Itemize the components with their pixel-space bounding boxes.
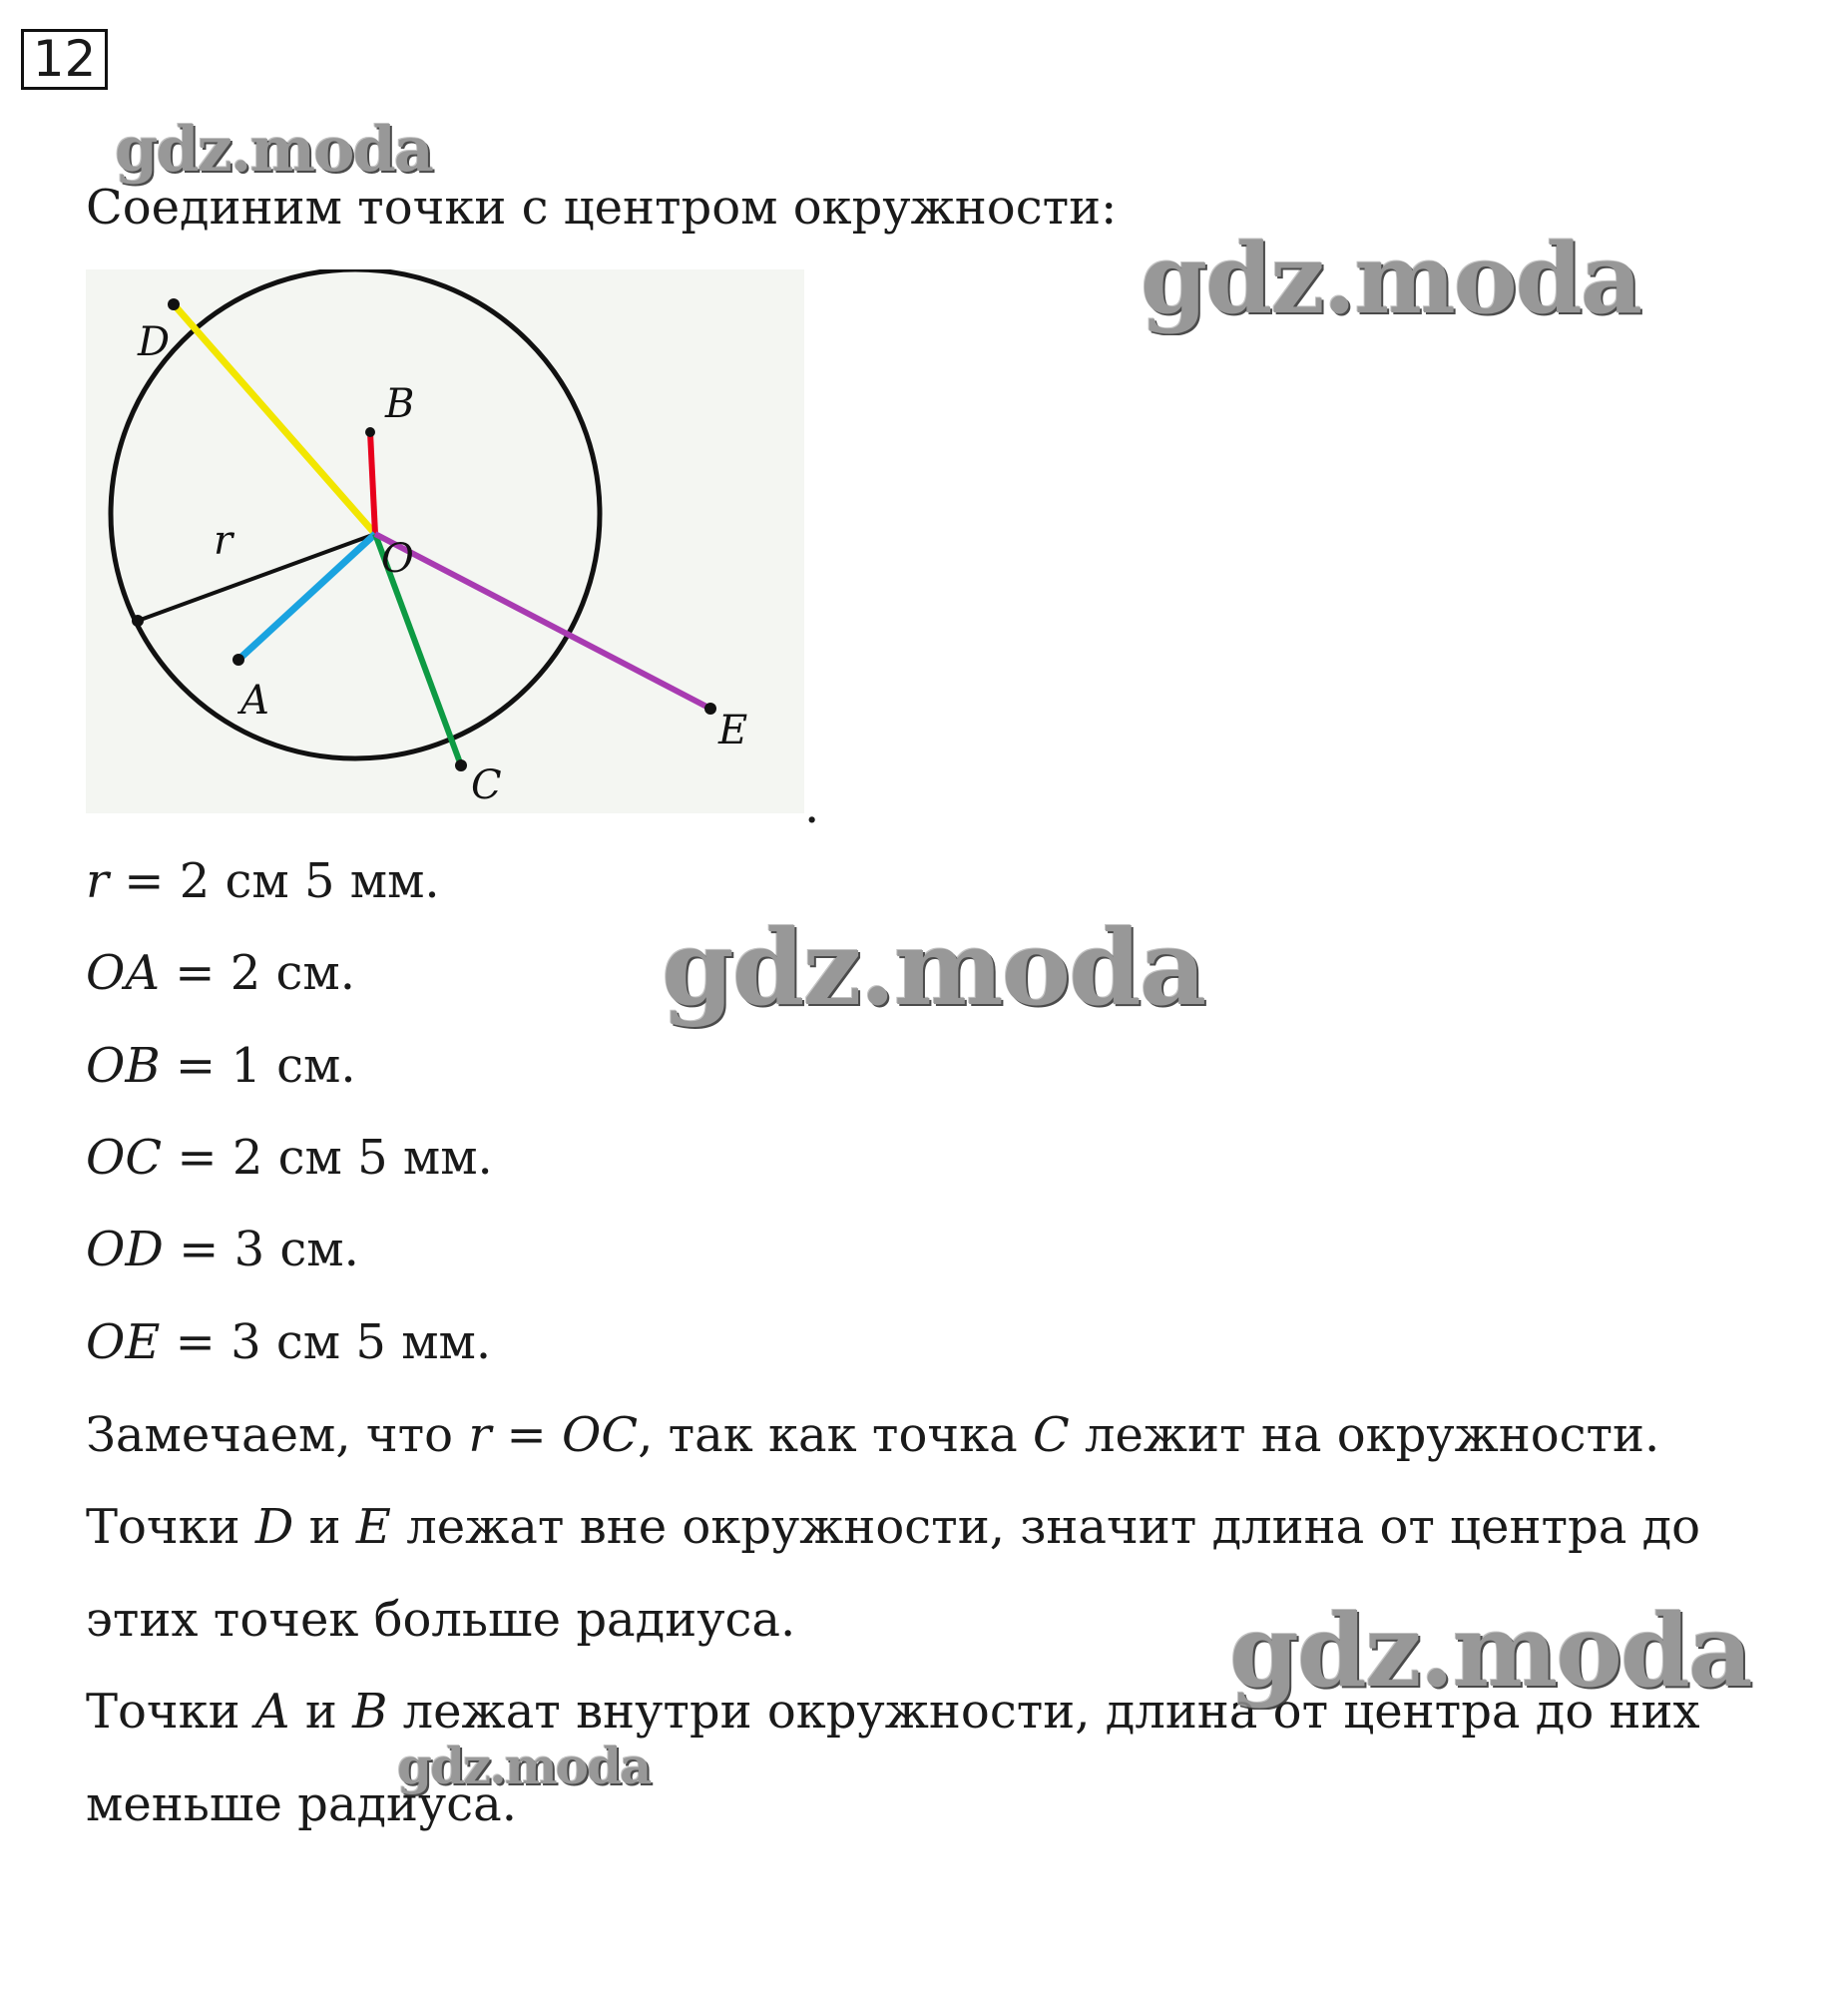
conclusion-1: Замечаем, что r = OC, так как точка C лежит на окружности.: [86, 1407, 1660, 1463]
label-o: O: [381, 536, 414, 582]
conclusion-3: Точки A и B лежат внутри окружности, длина от центра до них: [86, 1684, 1700, 1740]
label-a: A: [240, 678, 269, 724]
intro-text: Соединим точки с центром окружности:: [86, 180, 1118, 236]
label-r: r: [214, 518, 233, 564]
conclusion-2: Точки D и E лежат вне окружности, значит длина от центра до: [86, 1499, 1701, 1555]
measure-oa: OA = 2 см.: [86, 945, 356, 1001]
measure-ob: OB = 1 см.: [86, 1038, 356, 1094]
watermark: gdz.moda: [397, 1737, 651, 1795]
watermark: gdz.moda: [1141, 223, 1641, 335]
point-radius-end: [132, 615, 144, 627]
label-c: C: [471, 762, 502, 808]
watermark: gdz.moda: [115, 113, 432, 186]
measure-od: OD = 3 см.: [86, 1222, 359, 1277]
point-b: [365, 427, 375, 437]
point-a: [232, 654, 244, 666]
watermark: gdz.moda: [1229, 1592, 1751, 1710]
measure-r: r = 2 см 5 мм.: [86, 853, 440, 909]
circle-figure: [86, 269, 804, 813]
watermark: gdz.moda: [662, 906, 1205, 1029]
conclusion-2-line2: этих точек больше радиуса.: [86, 1592, 796, 1648]
conclusion-3-line2: меньше радиуса.: [86, 1776, 518, 1832]
label-d: D: [138, 319, 171, 365]
figure-period: .: [804, 778, 820, 834]
task-number: 12: [21, 29, 108, 90]
measure-oc: OC = 2 см 5 мм.: [86, 1130, 493, 1186]
measure-oe: OE = 3 см 5 мм.: [86, 1314, 492, 1370]
point-d: [168, 298, 180, 310]
point-e: [704, 703, 716, 715]
label-e: E: [718, 708, 748, 753]
point-c: [455, 759, 467, 771]
label-b: B: [385, 381, 415, 427]
